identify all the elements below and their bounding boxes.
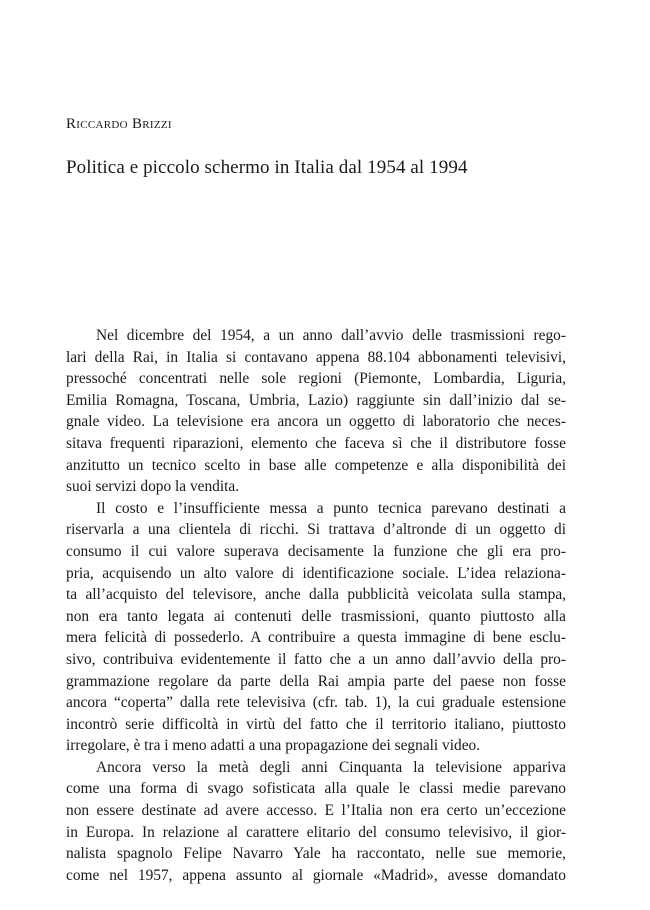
body-line: Ancora verso la metà degli anni Cinquanta la televisione appariva bbox=[96, 758, 566, 776]
body-line: mera felicità di possederlo. A contribuire a questa immagine di bene esclu- bbox=[66, 629, 566, 647]
body-line: pria, acquisendo un alto valore di identificazione sociale. L’idea relaziona- bbox=[66, 564, 566, 582]
body-line: riservarla a una clientela di ricchi. Si trattava d’altronde di un oggetto di bbox=[66, 521, 566, 539]
chapter-title: Politica e piccolo schermo in Italia dal 1954 al 1994 bbox=[66, 157, 468, 178]
body-line: grammazione regolare da parte della Rai ampia parte del paese non fosse bbox=[66, 672, 566, 690]
body-text bbox=[66, 325, 566, 886]
body-line: ta all’acquisto del televisore, anche dalla pubblicità veicolata sulla stampa, bbox=[66, 586, 566, 604]
body-line: suoi servizi dopo la vendita. bbox=[66, 478, 240, 496]
body-line: Il costo e l’insufficiente messa a punto tecnica parevano destinati a bbox=[96, 499, 566, 517]
body-line: non essere destinate ad avere accesso. E l’Italia non era certo un’eccezione bbox=[66, 802, 566, 820]
body-line: Emilia Romagna, Toscana, Umbria, Lazio) raggiunte sin dall’inizio dal se- bbox=[66, 391, 566, 409]
author-name: Riccardo Brizzi bbox=[66, 116, 172, 132]
body-line: sitava frequenti riparazioni, elemento che faceva sì che il distributore fosse bbox=[66, 434, 566, 452]
body-line: lari della Rai, in Italia si contavano appena 88.104 abbonamenti televisivi, bbox=[66, 348, 566, 366]
body-line: in Europa. In relazione al carattere elitario del consumo televisivo, il gior- bbox=[66, 823, 566, 841]
body-line: pressoché concentrati nelle sole regioni (Piemonte, Lombardia, Liguria, bbox=[66, 370, 566, 388]
body-line: sivo, contribuiva evidentemente il fatto che a un anno dall’avvio della pro- bbox=[66, 650, 566, 668]
body-line: irregolare, è tra i meno adatti a una propagazione dei segnali video. bbox=[66, 737, 481, 755]
body-line: ancora “coperta” dalla rete televisiva (cfr. tab. 1), la cui graduale estensione bbox=[66, 694, 566, 712]
body-line: nalista spagnolo Felipe Navarro Yale ha raccontato, nelle sue memorie, bbox=[66, 845, 566, 863]
body-line: incontrò serie difficoltà in virtù del fatto che il territorio italiano, piuttosto bbox=[66, 715, 566, 733]
body-line: Nel dicembre del 1954, a un anno dall’avvio delle trasmissioni rego- bbox=[96, 327, 566, 344]
body-line: consumo il cui valore superava decisamente la funzione che gli era pro- bbox=[66, 542, 566, 560]
body-line: gnale video. La televisione era ancora un oggetto di laboratorio che neces- bbox=[66, 413, 566, 431]
body-line: non era tanto legata ai contenuti delle trasmissioni, quanto piuttosto alla bbox=[66, 607, 566, 625]
body-line: come nel 1957, appena assunto al giornale «Madrid», avesse domandato bbox=[66, 866, 566, 884]
body-line: come una forma di svago sofisticata alla quale le classi medie parevano bbox=[66, 780, 566, 798]
body-line: anzitutto un tecnico scelto in base alle competenze e alla disponibilità dei bbox=[66, 456, 566, 474]
